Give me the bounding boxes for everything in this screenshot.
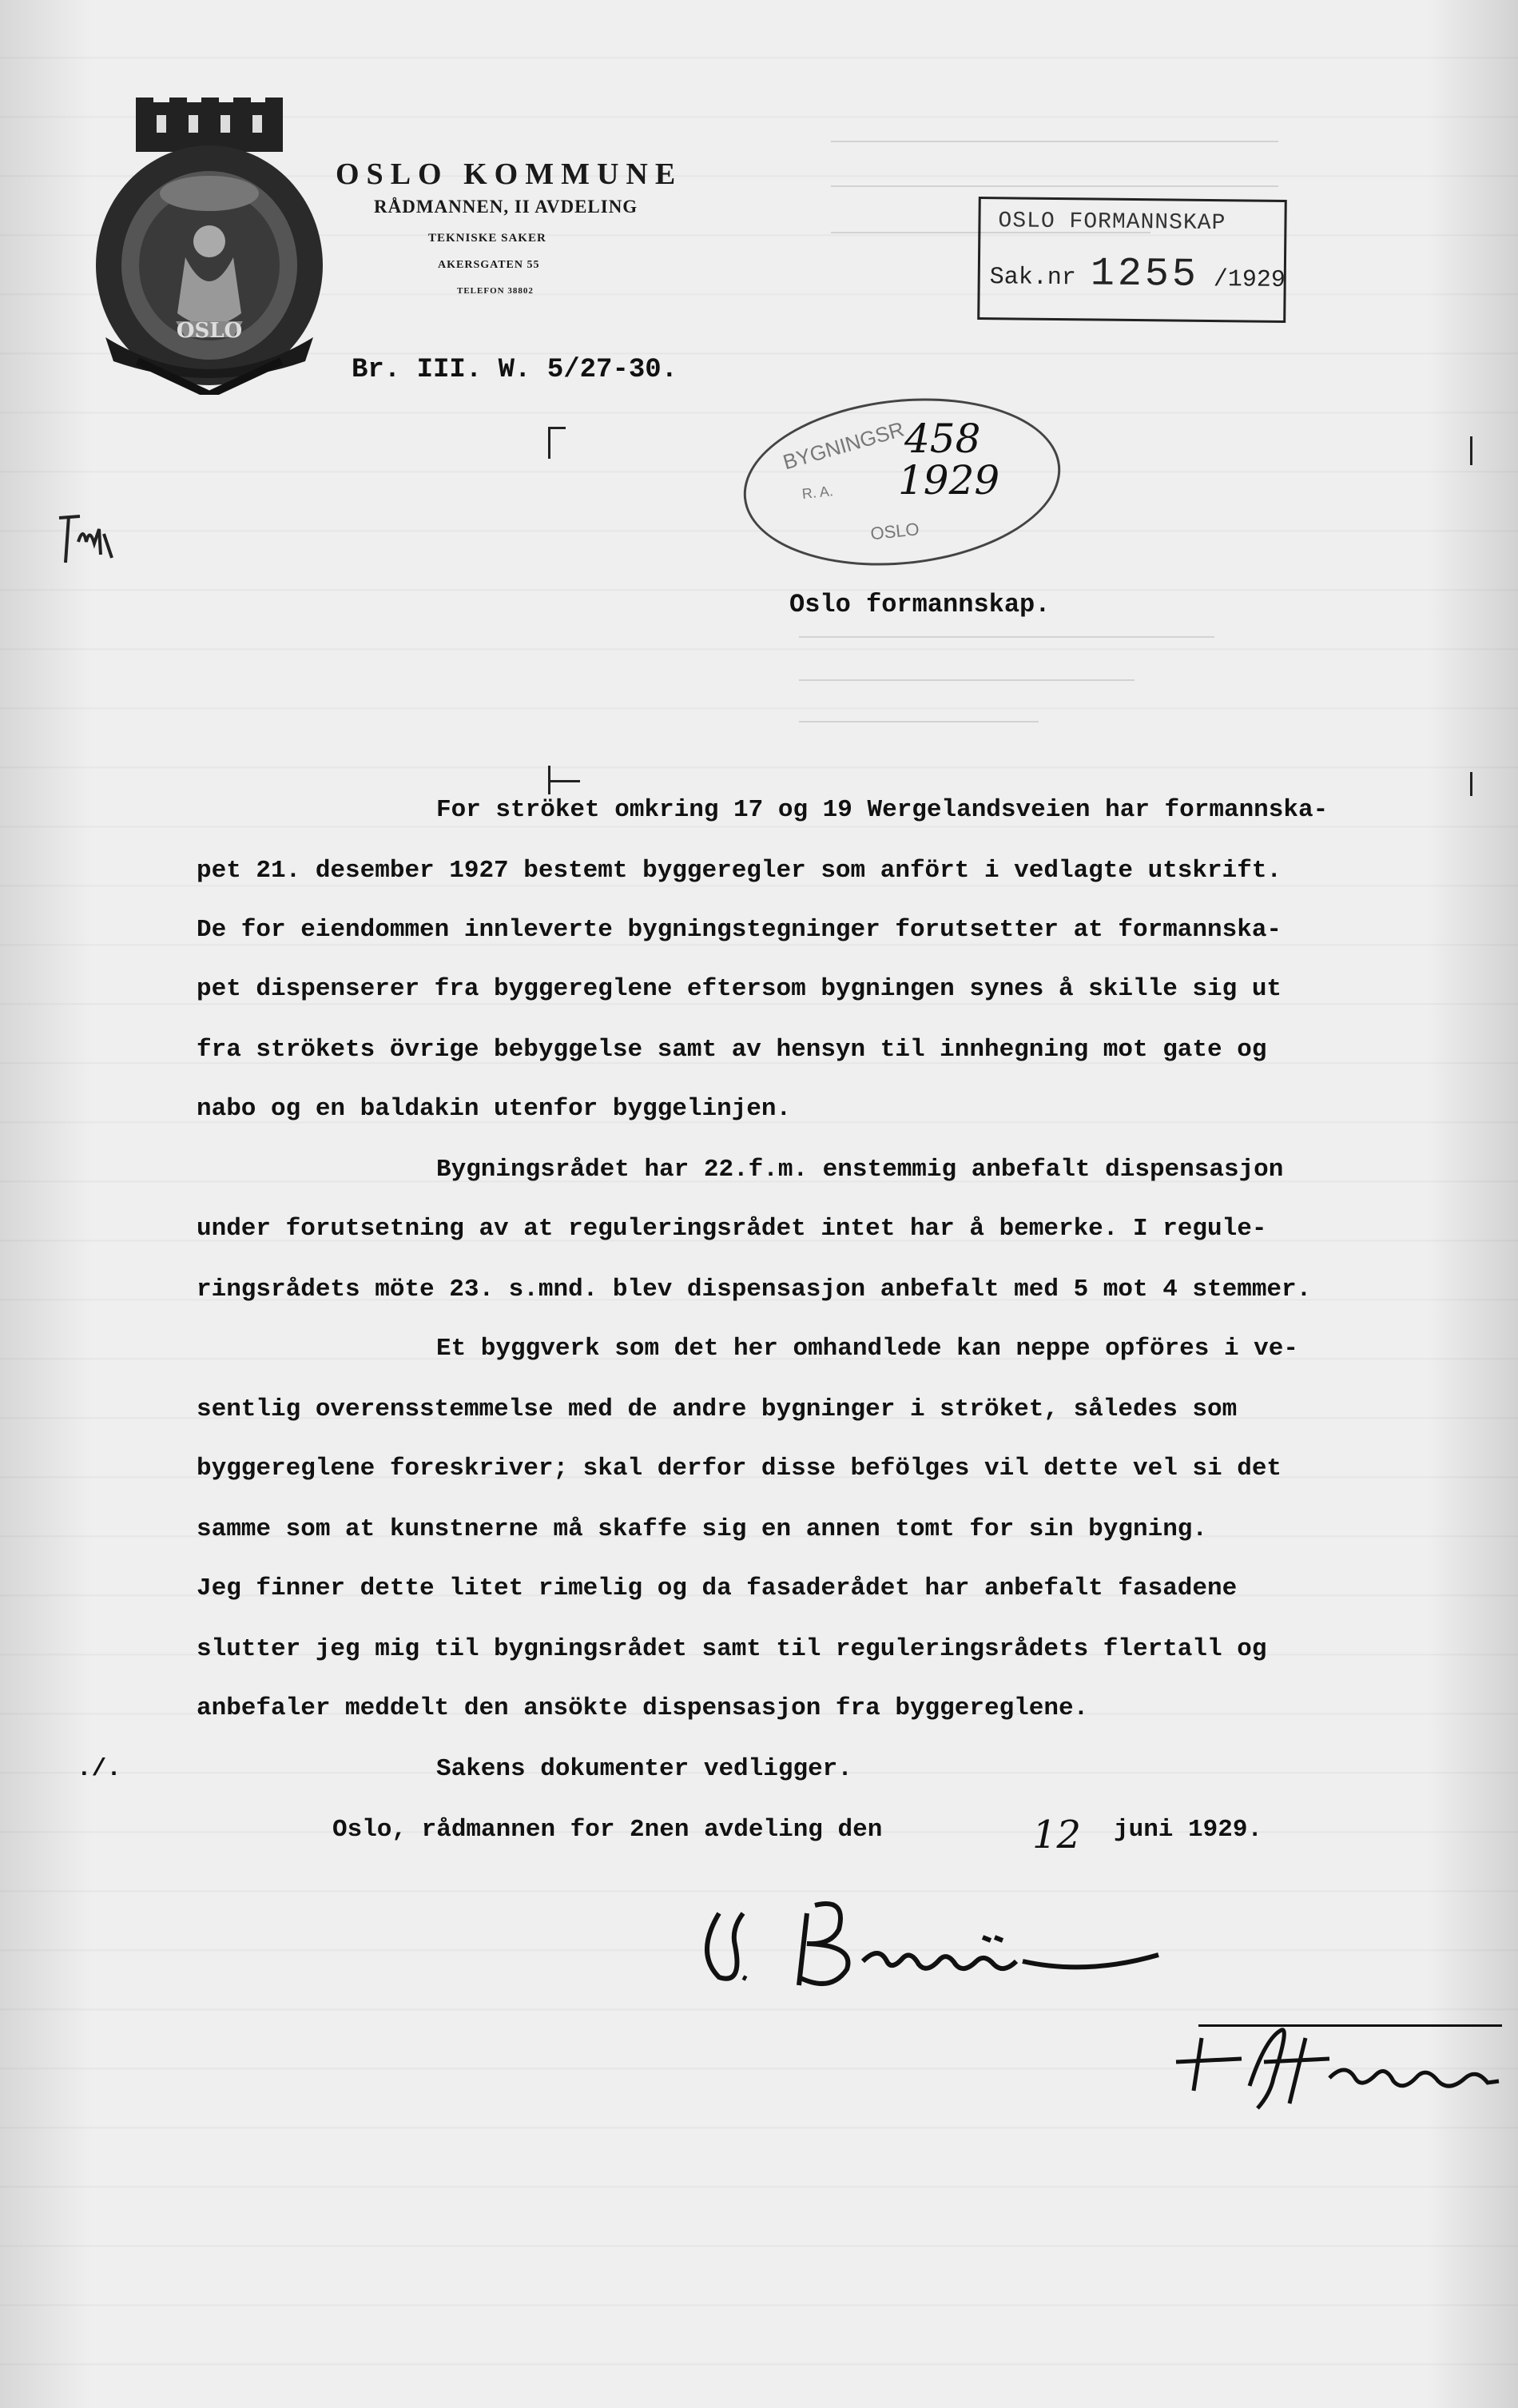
body-line: anbefaler meddelt den ansökte dispensasjon fra byggereglene. [197,1694,1089,1722]
letterhead-phone: TELEFON 38802 [457,286,534,296]
stamp-title: OSLO FORMANNSKAP [998,209,1226,237]
margin-tick [1470,436,1472,465]
body-line: samme som at kunstnerne må skaffe sig en annen tomt for sin bygning. [197,1515,1208,1543]
body-line: slutter jeg mig til bygningsrådet samt til reguleringsrådets flertall og [197,1635,1267,1663]
body-line: Et byggverk som det her omhandlede kan neppe opföres i ve- [436,1335,1298,1363]
handwritten-journal-year: 1929 [898,457,1000,503]
bleed-through-trace [831,141,1278,142]
margin-tick [548,427,566,429]
bleed-through-trace [799,679,1135,681]
formannskap-stamp [977,197,1287,323]
body-line: ringsrådets möte 23. s.mnd. blev dispensasjon anbefalt med 5 mot 4 stemmer. [197,1276,1312,1304]
body-line: sentlig overensstemmelse med de andre bygninger i ströket, således som [197,1395,1238,1423]
reference-number: Br. III. W. 5/27-30. [352,355,678,385]
body-line: Sakens dokumenter vedligger. [436,1755,852,1783]
margin-tick [548,427,550,459]
signature-hanstad [1170,2014,1505,2118]
body-line: Jeg finner dette litet rimelig og da fasaderådet har anbefalt fasadene [197,1574,1238,1602]
body-line: fra strökets övrige bebyggelse samt av hensyn til innhegning mot gate og [197,1036,1267,1064]
letterhead-address: AKERSGATEN 55 [438,259,540,271]
body-line: nabo og en baldakin utenfor byggelinjen. [197,1095,792,1123]
letterhead-office: TEKNISKE SAKER [428,232,546,245]
body-line: pet 21. desember 1927 bestemt byggeregler som anfört i vedlagte utskrift. [197,857,1282,885]
signature-bassoe [687,1881,1166,2001]
body-line: under forutsetning av at reguleringsrådet intet har å bemerke. I regule- [197,1215,1267,1243]
body-line: Bygningsrådet har 22.f.m. enstemmig anbefalt dispensasjon [436,1156,1284,1184]
letterhead-org: OSLO KOMMUNE [336,157,683,191]
margin-tick [548,780,580,782]
handwritten-date: 12 [1032,1813,1082,1857]
oslo-crest-logo [89,98,329,395]
closing-date: juni 1929. [1114,1816,1263,1844]
handwritten-journal-number: 458 [904,416,981,462]
body-line: byggereglene foreskriver; skal derfor disse befölges vil dette vel si det [197,1455,1282,1483]
bleed-through-trace [831,185,1278,187]
recipient: Oslo formannskap. [789,590,1051,619]
closing-line: Oslo, rådmannen for 2nen avdeling den [332,1816,883,1844]
oval-stamp-top: BYGNINGSR [780,416,907,475]
body-line: pet dispenserer fra byggereglene eftersom bygningen synes å skille sig ut [197,975,1282,1003]
margin-initials-mark [54,510,117,571]
bleed-through-trace [799,721,1039,722]
bleed-through-trace [831,232,1150,233]
enclosure-mark: ./. [77,1755,121,1783]
body-line: De for eiendommen innleverte bygningstegninger forutsetter at formannska- [197,916,1282,944]
margin-tick [1470,772,1472,796]
oval-stamp-middle: R. A. [801,483,834,503]
bleed-through-trace [799,636,1214,638]
oval-stamp-bottom: OSLO [869,519,920,544]
stamp-case-number: Sak.nr 1255 /1929 [989,251,1286,298]
svg-text:OSLO: OSLO [176,319,243,343]
letterhead-dept: RÅDMANNEN, II AVDELING [374,197,638,217]
body-line: For ströket omkring 17 og 19 Wergelandsveien har formannska- [436,796,1329,824]
